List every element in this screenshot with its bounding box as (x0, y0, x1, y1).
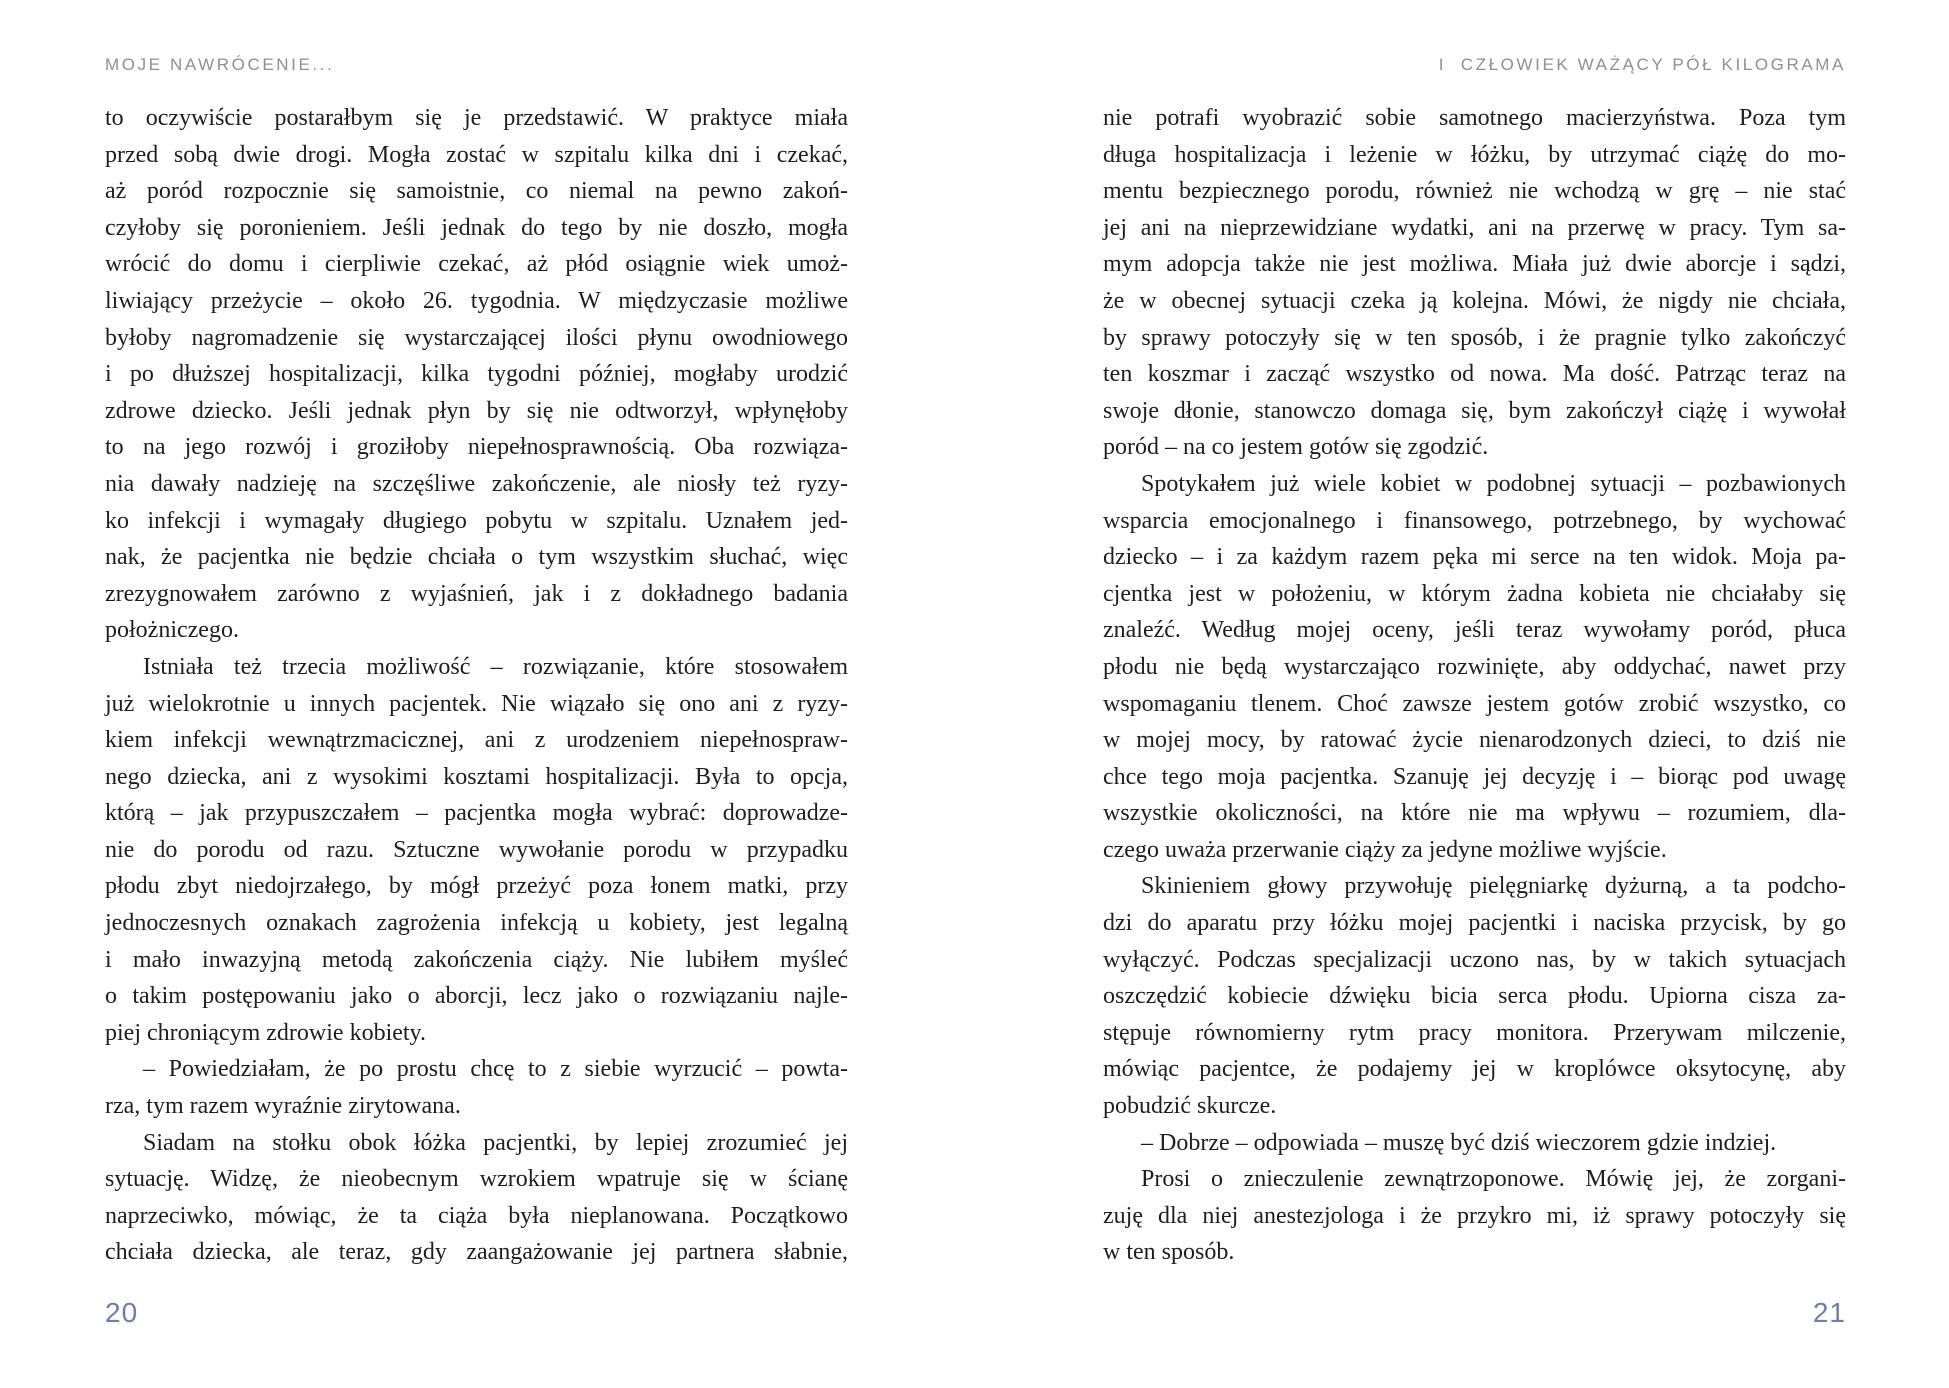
paragraph (105, 1125, 848, 1271)
text-line: i po dłuższej hospitalizacji, kilka tygodni później, mogłaby urodzić (105, 361, 848, 388)
text-line: ten koszmar i zacząć wszystko od nowa. Ma dość. Patrząc teraz na (1103, 361, 1846, 388)
text-line: nia dawały nadzieję na szczęśliwe zakończenie, ale niosły też ryzy- (105, 470, 848, 497)
text-line: pobudzić skurcze. (1103, 1093, 1277, 1120)
text-line: jednoczesnych oznakach zagrożenia infekcją u kobiety, jest legalną (105, 910, 848, 937)
text-line: wszystkie okoliczności, na które nie ma wpływu – rozumiem, dla- (1103, 800, 1846, 827)
text-line: ko infekcji i wymagały długiego pobytu w szpitalu. Uznałem jed- (105, 507, 848, 534)
text-line: że w obecnej sytuacji czeka ją kolejna. Mówi, że nigdy nie chciała, (1103, 287, 1846, 314)
paragraph (105, 649, 848, 1052)
text-line: dziecko – i za każdym razem pęka mi serce na ten widok. Moja pa- (1103, 544, 1846, 571)
textblock-right (1103, 100, 1846, 1271)
text-line: liwiający przeżycie – około 26. tygodnia. W międzyczasie możliwe (105, 287, 848, 314)
paragraph (1103, 868, 1846, 1124)
text-line: jej ani na nieprzewidziane wydatki, ani na przerwę w pracy. Tym sa- (1103, 214, 1846, 241)
text-line: stępuje równomierny rytm pracy monitora. Przerywam milczenie, (1103, 1019, 1846, 1046)
text-line: aż poród rozpocznie się samoistnie, co niemal na pewno zakoń- (105, 178, 848, 205)
text-line: poród – na co jestem gotów się zgodzić. (1103, 434, 1489, 461)
text-line: Prosi o znieczulenie zewnątrzoponowe. Mówię jej, że zorgani- (1141, 1166, 1846, 1193)
text-line: o takim postępowaniu jako o aborcji, lecz jako o rozwiązaniu najle- (105, 983, 848, 1010)
textblock-left (105, 100, 848, 1271)
text-line: wsparcia emocjonalnego i finansowego, potrzebnego, by wychować (1103, 507, 1846, 534)
paragraph (105, 100, 848, 649)
text-line: zuję dla niej anestezjologa i że przykro mi, iż sprawy potoczyły się (1103, 1202, 1846, 1229)
text-line: chciała dziecka, ale teraz, gdy zaangażowanie jej partnera słabnie, (105, 1239, 848, 1266)
page-left (105, 0, 848, 1388)
text-line: wspomaganiu tlenem. Choć zawsze jestem gotów zrobić wszystko, co (1103, 690, 1846, 717)
text-line: to na jego rozwój i groziłoby niepełnosprawnością. Oba rozwiąza- (105, 434, 848, 461)
text-line: – Dobrze – odpowiada – muszę być dziś wieczorem gdzie indziej. (1141, 1129, 1777, 1156)
text-line: nie potrafi wyobrazić sobie samotnego macierzyństwa. Poza tym (1103, 105, 1846, 131)
text-line: znaleźć. Według mojej oceny, jeśli teraz wywołamy poród, płuca (1103, 617, 1846, 644)
paragraph (1103, 1125, 1846, 1162)
text-line: długa hospitalizacja i leżenie w łóżku, by utrzymać ciążę do mo- (1103, 141, 1846, 168)
text-line: już wielokrotnie u innych pacjentek. Nie wiązało się ono ani z ryzy- (105, 690, 848, 717)
text-line: Siadam na stołku obok łóżka pacjentki, by lepiej zrozumieć jej (143, 1129, 848, 1156)
text-line: oszczędzić kobiecie dźwięku bicia serca płodu. Upiorna cisza za- (1103, 983, 1846, 1010)
text-line: naprzeciwko, mówiąc, że ta ciąża była nieplanowana. Początkowo (105, 1202, 848, 1229)
paragraph (105, 1051, 848, 1124)
text-line: chce tego moja pacjentka. Szanuję jej decyzję i – biorąc pod uwagę (1103, 763, 1846, 790)
text-line: i mało inwazyjną metodą zakończenia ciąży. Nie lubiłem myśleć (105, 946, 848, 973)
text-line: mym adopcja także nie jest możliwa. Miała już dwie aborcje i sądzi, (1103, 251, 1846, 278)
paragraph (1103, 100, 1846, 466)
page-number-right: 21 (1812, 1297, 1846, 1328)
running-head-right: I CZŁOWIEK WAŻĄCY PÓŁ KILOGRAMA (1438, 55, 1846, 74)
text-line: swoje dłonie, stanowczo domaga się, bym zakończył ciążę i wywołał (1103, 397, 1846, 424)
text-line: nak, że pacjentka nie będzie chciała o tym wszystkim słuchać, więc (105, 544, 848, 571)
text-line: Spotykałem już wiele kobiet w podobnej sytuacji – pozbawionych (1141, 470, 1846, 497)
text-line: – Powiedziałam, że po prostu chcę to z siebie wyrzucić – powta- (143, 1056, 848, 1083)
text-line: to oczywiście postarałbym się je przedstawić. W praktyce miała (105, 105, 848, 131)
text-line: płodu nie będą wystarczająco rozwinięte, aby oddychać, nawet przy (1103, 653, 1846, 680)
text-line: którą – jak przypuszczałem – pacjentka mogła wybrać: doprowadze- (105, 800, 848, 827)
paragraph (1103, 466, 1846, 869)
running-head-left: MOJE NAWRÓCENIE... (105, 55, 335, 74)
text-line: wyłączyć. Podczas specjalizacji uczono nas, by w takich sytuacjach (1103, 946, 1846, 973)
text-line: mówiąc pacjentce, że podajemy jej w kroplówce oksytocynę, aby (1103, 1056, 1846, 1083)
text-line: dzi do aparatu przy łóżku mojej pacjentki i naciska przycisk, by go (1103, 910, 1846, 937)
text-line: nie do porodu od razu. Sztuczne wywołanie porodu w przypadku (105, 836, 848, 863)
text-line: Skinieniem głowy przywołuję pielęgniarkę dyżurną, a ta podcho- (1141, 873, 1846, 900)
text-line: by sprawy potoczyły się w ten sposób, i że pragnie tylko zakończyć (1103, 324, 1846, 351)
text-line: wrócić do domu i cierpliwie czekać, aż płód osiągnie wiek umoż- (105, 251, 848, 278)
text-line: cjentka jest w położeniu, w którym żadna kobieta nie chciałaby się (1103, 580, 1846, 607)
text-line: piej chroniącym zdrowie kobiety. (105, 1019, 426, 1046)
text-line: kiem infekcji wewnątrzmacicznej, ani z urodzeniem niepełnospraw- (105, 727, 848, 754)
text-line: przed sobą dwie drogi. Mogła zostać w szpitalu kilka dni i czekać, (105, 141, 848, 168)
text-line: czyłoby się poronieniem. Jeśli jednak do tego by nie doszło, mogła (105, 214, 848, 241)
text-line: mentu bezpiecznego porodu, również nie wchodzą w grę – nie stać (1103, 178, 1846, 205)
text-line: nego dziecka, ani z wysokimi kosztami hospitalizacji. Była to opcja, (105, 763, 848, 790)
text-line: Istniała też trzecia możliwość – rozwiązanie, które stosowałem (143, 653, 848, 680)
text-line: zrezygnowałem zarówno z wyjaśnień, jak i z dokładnego badania (105, 580, 848, 607)
text-line: zdrowe dziecko. Jeśli jednak płyn by się nie odtworzył, wpłynęłoby (105, 397, 848, 424)
page-number-left: 20 (105, 1297, 139, 1328)
text-line: sytuację. Widzę, że nieobecnym wzrokiem wpatruje się w ścianę (105, 1166, 848, 1193)
text-line: rza, tym razem wyraźnie zirytowana. (105, 1093, 461, 1120)
text-line: położniczego. (105, 617, 239, 644)
paragraph (1103, 1161, 1846, 1271)
text-line: byłoby nagromadzenie się wystarczającej ilości płynu owodniowego (105, 324, 848, 351)
text-line: płodu zbyt niedojrzałego, by mógł przeżyć poza łonem matki, przy (105, 873, 848, 900)
text-line: w mojej mocy, by ratować życie nienarodzonych dzieci, to dziś nie (1103, 727, 1846, 754)
page-right (1103, 0, 1846, 1388)
text-line: czego uważa przerwanie ciąży za jedyne możliwe wyjście. (1103, 836, 1667, 863)
text-line: w ten sposób. (1103, 1239, 1235, 1266)
